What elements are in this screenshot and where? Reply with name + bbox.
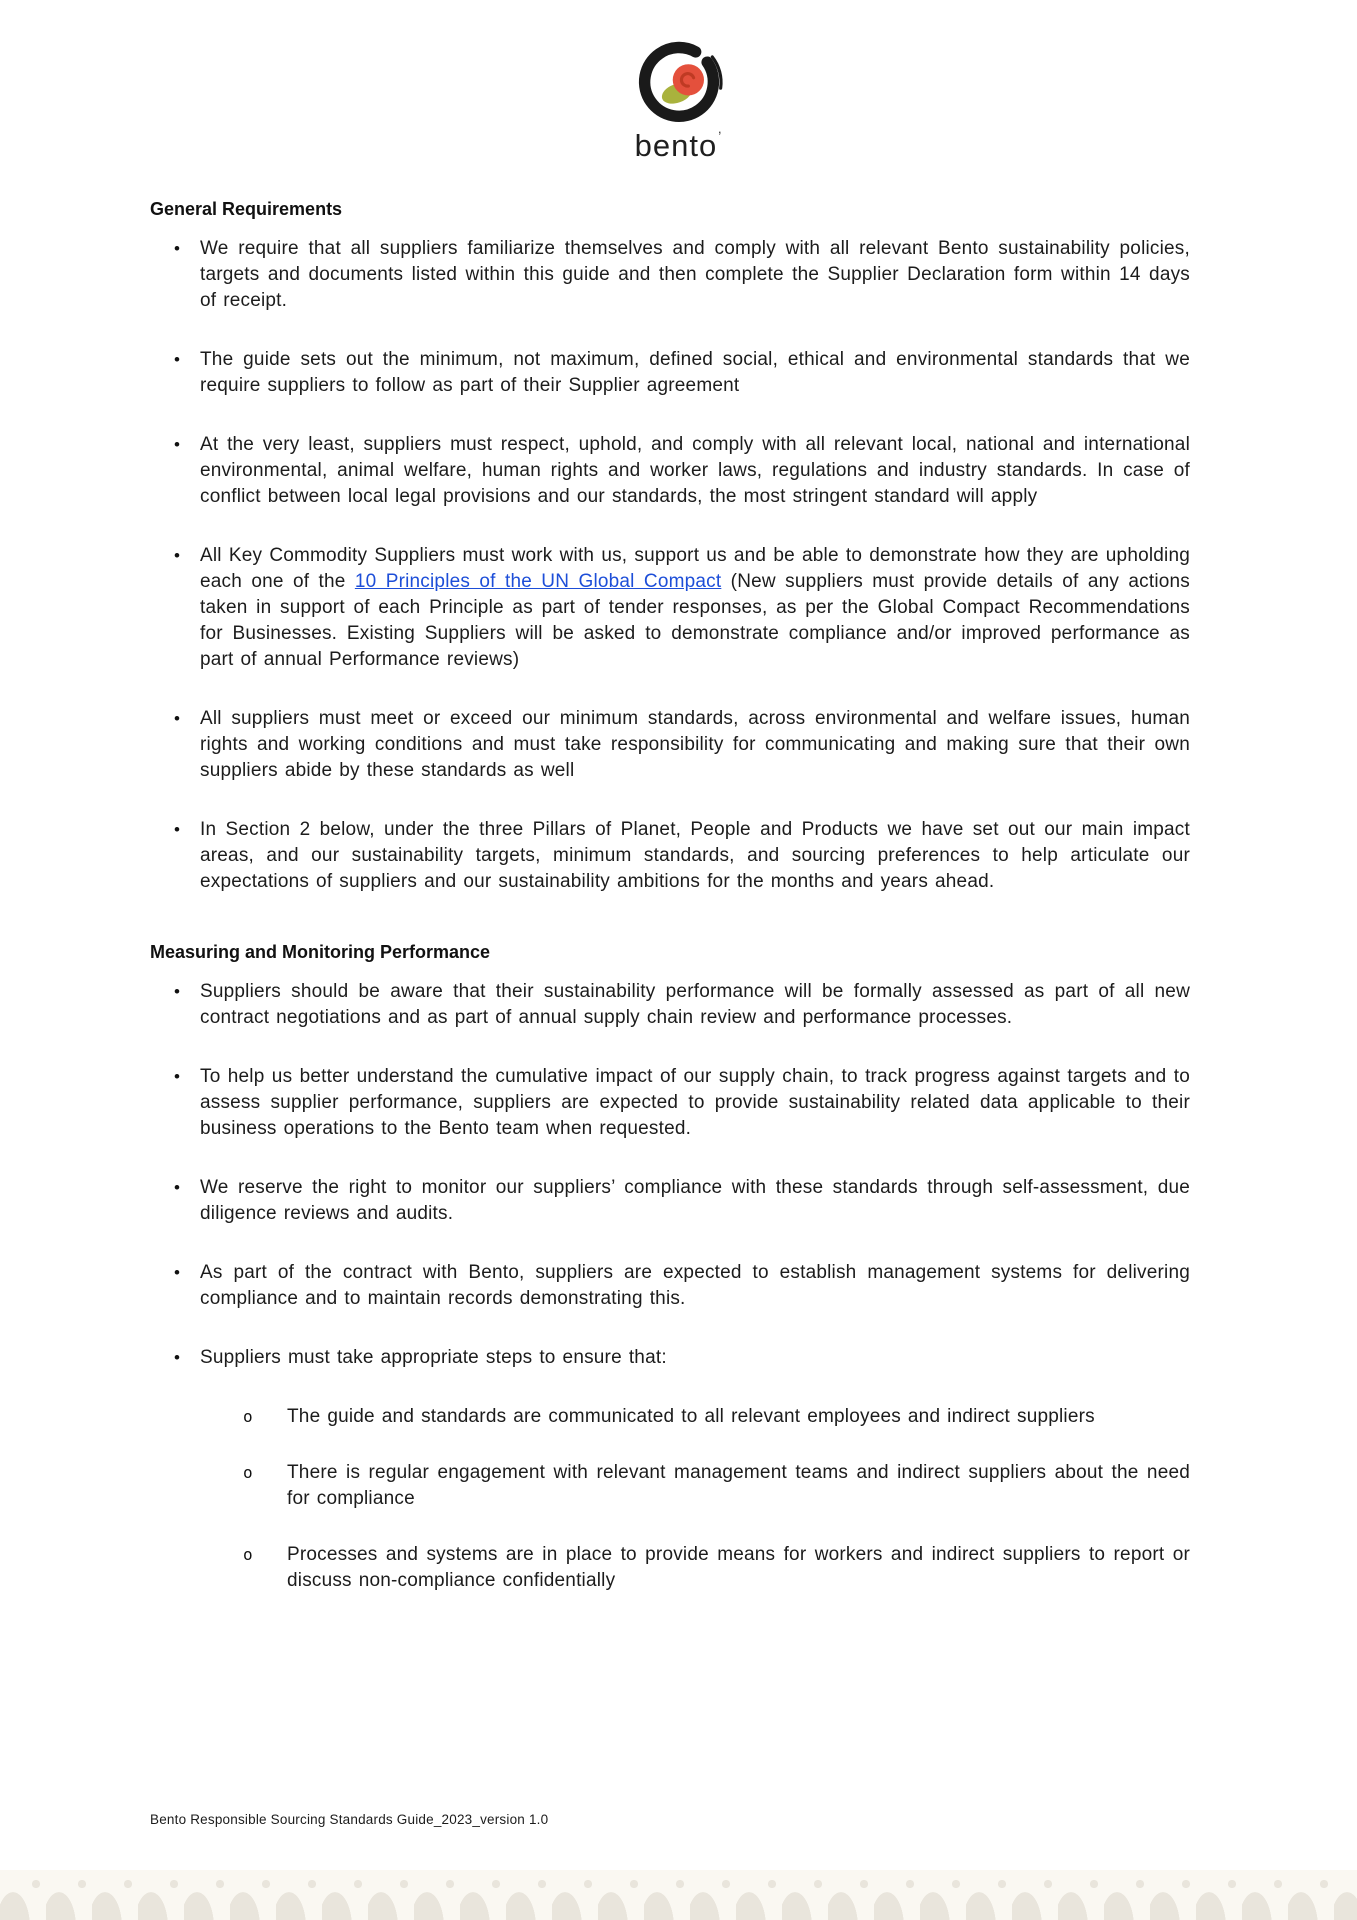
bullet-text: The guide sets out the minimum, not maximum, defined social, ethical and environmental standards that we require suppliers to follow as part of their Supplier agreement	[200, 349, 1190, 396]
list-item	[150, 543, 1190, 673]
section-heading: Measuring and Monitoring Performance	[150, 942, 491, 962]
list-item	[150, 1175, 1190, 1227]
list-item	[150, 236, 1190, 314]
sub-list-item	[150, 1460, 1190, 1512]
bullet-text	[200, 543, 1190, 673]
trademark-icon: ʼ	[718, 129, 723, 145]
text-span: All Key Commodity Suppliers must work with us, support us and be able to demonstrate how they are upholding each one of the	[200, 545, 1190, 592]
bullet-text: In Section 2 below, under the three Pillars of Planet, People and Products we have set out our main impact areas, and our sustainability targets, minimum standards, and sourcing preferences to help articulate our expectations of suppliers and our sustainability ambitions for the months and years ahead.	[200, 819, 1190, 892]
document-content	[150, 198, 1190, 1624]
bullet-text: Suppliers should be aware that their sustainability performance will be formally assessed as part of all new contract negotiations and as part of annual supply chain review and performance processes.	[200, 981, 1190, 1028]
bullet-icon: •	[174, 1067, 180, 1086]
bullet-text: We reserve the right to monitor our suppliers’ compliance with these standards through self-assessment, due diligence reviews and audits.	[200, 1177, 1190, 1224]
list-item	[150, 817, 1190, 895]
bullet-icon: •	[174, 239, 180, 258]
brand-name: bento	[634, 128, 718, 163]
circle-bullet-icon: o	[243, 1463, 253, 1482]
bullet-text: All suppliers must meet or exceed our minimum standards, across environmental and welfare issues, human rights and working conditions and must take responsibility for communicating and making sure that their own suppliers abide by these standards as well	[200, 708, 1190, 781]
list-item	[150, 1345, 1190, 1371]
sub-bullet-text: The guide and standards are communicated to all relevant employees and indirect suppliers	[287, 1406, 1095, 1427]
bullet-icon: •	[174, 1348, 180, 1367]
footer-text: Bento Responsible Sourcing Standards Guide_2023_version 1.0	[150, 1812, 549, 1827]
list-item	[150, 432, 1190, 510]
list-item	[150, 706, 1190, 784]
section-heading: General Requirements	[150, 199, 343, 219]
un-global-compact-link[interactable]: 10 Principles of the UN Global Compact	[354, 571, 722, 592]
sub-list-item	[150, 1404, 1190, 1430]
bullet-icon: •	[174, 820, 180, 839]
brand-wordmark	[599, 130, 759, 161]
bullet-icon: •	[174, 982, 180, 1001]
bento-logo-icon	[629, 34, 729, 134]
bullet-icon: •	[174, 546, 180, 565]
list-item	[150, 1064, 1190, 1142]
bullet-icon: •	[174, 709, 180, 728]
bento-logo	[599, 34, 759, 161]
sub-list-item	[150, 1542, 1190, 1594]
sub-bullet-text: There is regular engagement with relevant management teams and indirect suppliers about the need for compliance	[287, 1462, 1190, 1509]
bullet-text: At the very least, suppliers must respect, uphold, and comply with all relevant local, national and international environmental, animal welfare, human rights and worker laws, regulations and industry standards. In case of conflict between local legal provisions and our standards, the most stringent standard will apply	[200, 434, 1190, 507]
list-item	[150, 979, 1190, 1031]
bullet-text: To help us better understand the cumulative impact of our supply chain, to track progress against targets and to assess supplier performance, suppliers are expected to provide sustainability related data applicable to their business operations to the Bento team when requested.	[200, 1066, 1190, 1139]
circle-bullet-icon: o	[243, 1545, 253, 1564]
bullet-text: We require that all suppliers familiarize themselves and comply with all relevant Bento sustainability policies, targets and documents listed within this guide and then complete the Supplier Declaration form within 14 days of receipt.	[200, 238, 1190, 311]
bullet-list	[150, 979, 1190, 1594]
sub-bullet-text: Processes and systems are in place to provide means for workers and indirect suppliers to report or discuss non-compliance confidentially	[287, 1544, 1190, 1591]
bullet-icon: •	[174, 1178, 180, 1197]
decorative-scallop-border	[0, 1870, 1357, 1920]
list-item	[150, 347, 1190, 399]
circle-bullet-icon: o	[243, 1407, 253, 1426]
bullet-icon: •	[174, 1263, 180, 1282]
list-item	[150, 1260, 1190, 1312]
text-span: (New suppliers must provide details of any actions taken in support of each Principle as part of tender responses, as per the Global Compact Recommendations for Businesses. Existing Suppliers will be asked to demonstrate compliance and/or improved performance as part of annual Performance reviews)	[200, 571, 1190, 670]
bullet-text: Suppliers must take appropriate steps to ensure that:	[200, 1347, 667, 1368]
bullet-text: As part of the contract with Bento, suppliers are expected to establish management systems for delivering compliance and to maintain records demonstrating this.	[200, 1262, 1190, 1309]
bullet-icon: •	[174, 435, 180, 454]
bullet-icon: •	[174, 350, 180, 369]
bullet-list	[150, 236, 1190, 895]
